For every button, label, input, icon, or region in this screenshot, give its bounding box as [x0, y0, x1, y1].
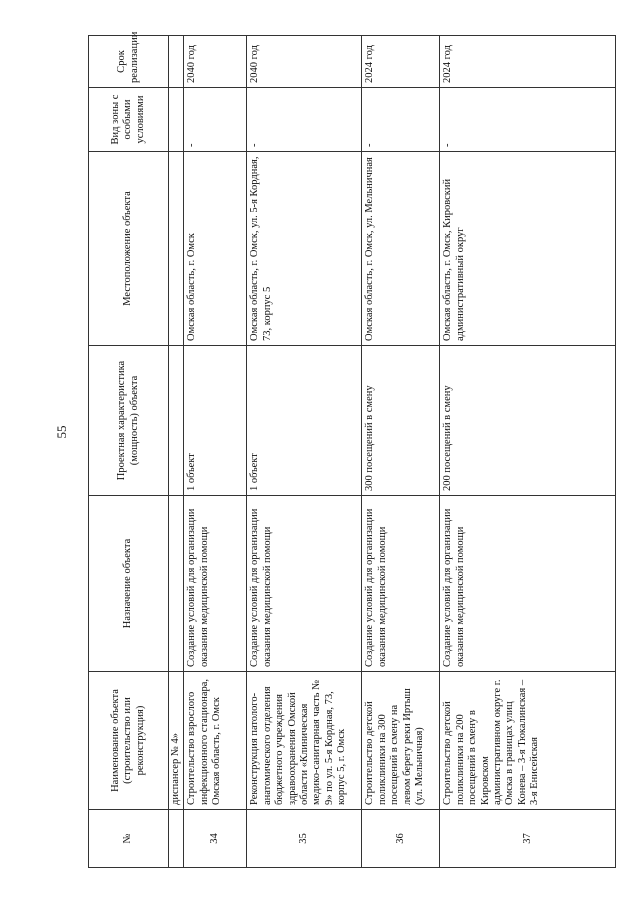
table-cell	[169, 496, 184, 672]
header-special-zone-type: Вид зоны с особыми условиями	[89, 88, 169, 152]
row-object-purpose: Создание условий для организации оказания медицинской помощи	[247, 496, 362, 672]
table-row	[184, 36, 247, 868]
row-object-name: Строительство взрослого инфекционного стационара, Омская область, г. Омск	[184, 672, 247, 810]
row-design-capacity: 1 объект	[247, 346, 362, 496]
table-cell	[169, 810, 184, 868]
row-design-capacity: 1 объект	[184, 346, 247, 496]
row-object-location: Омская область, г. Омск, ул. 5-я Кордная, 73, корпус 5	[247, 152, 362, 346]
row-special-zone: -	[440, 88, 616, 152]
continuation-name-tail: диспансер № 4»	[169, 672, 184, 810]
row-implementation-term: 2024 год	[362, 36, 440, 88]
row-implementation-term: 2040 год	[184, 36, 247, 88]
row-object-name: Строительство детской поликлиники на 200 посещений в смену в Кировском административном округе г. Омска в границах улиц Конева – 3-я Тюкалинская – 3-я Енисейская	[440, 672, 616, 810]
table-cell	[169, 346, 184, 496]
landscape-table-wrapper	[88, 31, 616, 868]
table-cell	[169, 152, 184, 346]
row-special-zone: -	[362, 88, 440, 152]
page-number: 55	[54, 425, 69, 439]
header-implementation-term: Срок реализации	[89, 36, 169, 88]
header-design-capacity: Проектная характеристика (мощность) объекта	[89, 346, 169, 496]
row-object-name: Строительство детской поликлиники на 300 посещений в смену на левом берегу реки Иртыш (ул. Мельничная)	[362, 672, 440, 810]
table-row	[440, 36, 616, 868]
row-object-location: Омская область, г. Омск, Кировский административный округ	[440, 152, 616, 346]
row-object-purpose: Создание условий для организации оказания медицинской помощи	[362, 496, 440, 672]
row-special-zone: -	[247, 88, 362, 152]
header-object-purpose: Назначение объекта	[89, 496, 169, 672]
table-cell	[169, 88, 184, 152]
row-object-location: Омская область, г. Омск, ул. Мельничная	[362, 152, 440, 346]
header-number: №	[89, 810, 169, 868]
row-object-location: Омская область, г. Омск	[184, 152, 247, 346]
row-number: 34	[184, 810, 247, 868]
row-object-purpose: Создание условий для организации оказания медицинской помощи	[184, 496, 247, 672]
row-design-capacity: 200 посещений в смену	[440, 346, 616, 496]
row-object-name: Реконструкция патолого-анатомического отделения бюджетного учреждения здравоохранения Омской области «Клиническая медико-санитарная часть № 9» по ул. 5-я Кордная, 73, корпус 5, г. Омск	[247, 672, 362, 810]
row-special-zone: -	[184, 88, 247, 152]
row-design-capacity: 300 посещений в смену	[362, 346, 440, 496]
row-implementation-term: 2024 год	[440, 36, 616, 88]
header-object-name: Наименование объекта (строительство или реконструкция)	[89, 672, 169, 810]
row-object-purpose: Создание условий для организации оказания медицинской помощи	[440, 496, 616, 672]
row-number: 37	[440, 810, 616, 868]
table-cell	[169, 36, 184, 88]
construction-objects-table	[88, 31, 616, 868]
rotated-page-content	[88, 31, 616, 868]
header-object-location: Местоположение объекта	[89, 152, 169, 346]
table-row	[362, 36, 440, 868]
row-number: 36	[362, 810, 440, 868]
row-implementation-term: 2040 год	[247, 36, 362, 88]
table-header-row	[89, 36, 169, 868]
table-row	[247, 36, 362, 868]
continuation-row	[169, 36, 184, 868]
row-number: 35	[247, 810, 362, 868]
